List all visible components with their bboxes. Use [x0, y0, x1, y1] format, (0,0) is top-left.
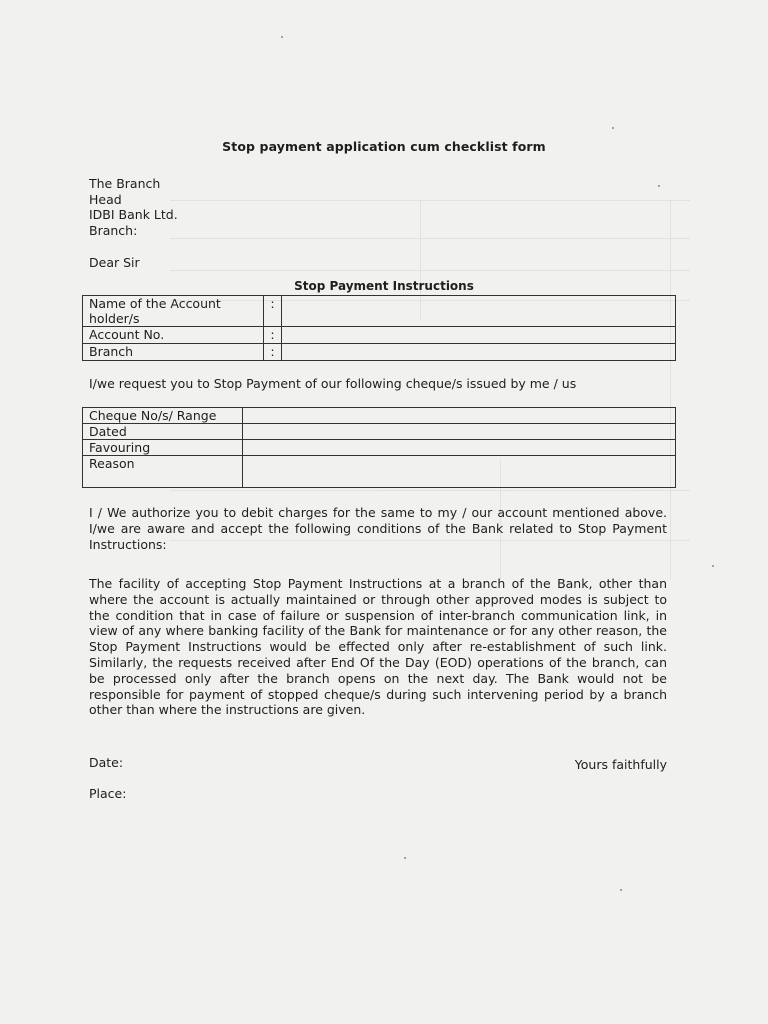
favouring-field[interactable] — [243, 440, 676, 456]
account-number-label: Account No. — [83, 327, 264, 344]
cheque-number-label: Cheque No/s/ Range — [83, 408, 243, 424]
paper-speck — [404, 857, 406, 859]
table-row — [83, 327, 676, 344]
addressee-block — [89, 176, 178, 238]
section-title: Stop Payment Instructions — [294, 279, 474, 293]
table-row — [83, 408, 676, 424]
account-number-field[interactable] — [282, 327, 676, 344]
account-details-table — [82, 295, 676, 361]
address-line-2: Head — [89, 191, 122, 207]
branch-label: Branch — [83, 344, 264, 361]
reason-field[interactable] — [243, 456, 676, 488]
branch-field[interactable] — [282, 344, 676, 361]
address-line-4: Branch: — [89, 222, 138, 238]
address-line-1: The Branch — [89, 176, 161, 191]
salutation: Dear Sir — [89, 255, 140, 270]
cheque-number-field[interactable] — [243, 408, 676, 424]
table-row — [83, 456, 676, 488]
account-holder-label: Name of the Account holder/s — [83, 296, 264, 327]
table-row — [83, 296, 676, 327]
date-label: Date: — [89, 755, 124, 770]
address-line-3: IDBI Bank Ltd. — [89, 207, 178, 222]
dated-label: Dated — [83, 424, 243, 440]
colon-separator: : — [264, 296, 282, 327]
closing-signoff: Yours faithfully — [574, 757, 667, 772]
paper-speck — [612, 127, 614, 129]
paper-speck — [658, 185, 660, 187]
dated-field[interactable] — [243, 424, 676, 440]
favouring-label: Favouring — [83, 440, 243, 456]
table-row — [83, 424, 676, 440]
colon-separator: : — [264, 327, 282, 344]
cheque-details-table — [82, 407, 676, 488]
place-label: Place: — [89, 786, 127, 801]
colon-separator: : — [264, 344, 282, 361]
account-holder-field[interactable] — [282, 296, 676, 327]
conditions-paragraph: The facility of accepting Stop Payment Instructions at a branch of the Bank, other than where the account is actually maintained or through other approved modes is subject to the condition that in case of failure or suspension of inter-branch communication link, in view of any where banking facility of the Bank for maintenance or for any other reason, the Stop Payment Instructions would be effected only after re-establishment of such link. Similarly, the requests received after End Of the Day (EOD) operations of the branch, can be processed only after the branch opens on the next day. The Bank would not be responsible for payment of stopped cheque/s during such intervening period by a branch other than where the instructions are given. — [89, 576, 667, 718]
paper-speck — [712, 565, 714, 567]
request-statement: I/we request you to Stop Payment of our following cheque/s issued by me / us — [89, 376, 577, 391]
paper-speck — [281, 36, 283, 38]
reason-label: Reason — [83, 456, 243, 488]
authorization-paragraph: I / We authorize you to debit charges for the same to my / our account mentioned above. I/we are aware and accept the following conditions of the Bank related to Stop Payment Instructions: — [89, 505, 667, 552]
paper-speck — [620, 889, 622, 891]
table-row — [83, 440, 676, 456]
form-title: Stop payment application cum checklist form — [222, 139, 546, 154]
table-row — [83, 344, 676, 361]
